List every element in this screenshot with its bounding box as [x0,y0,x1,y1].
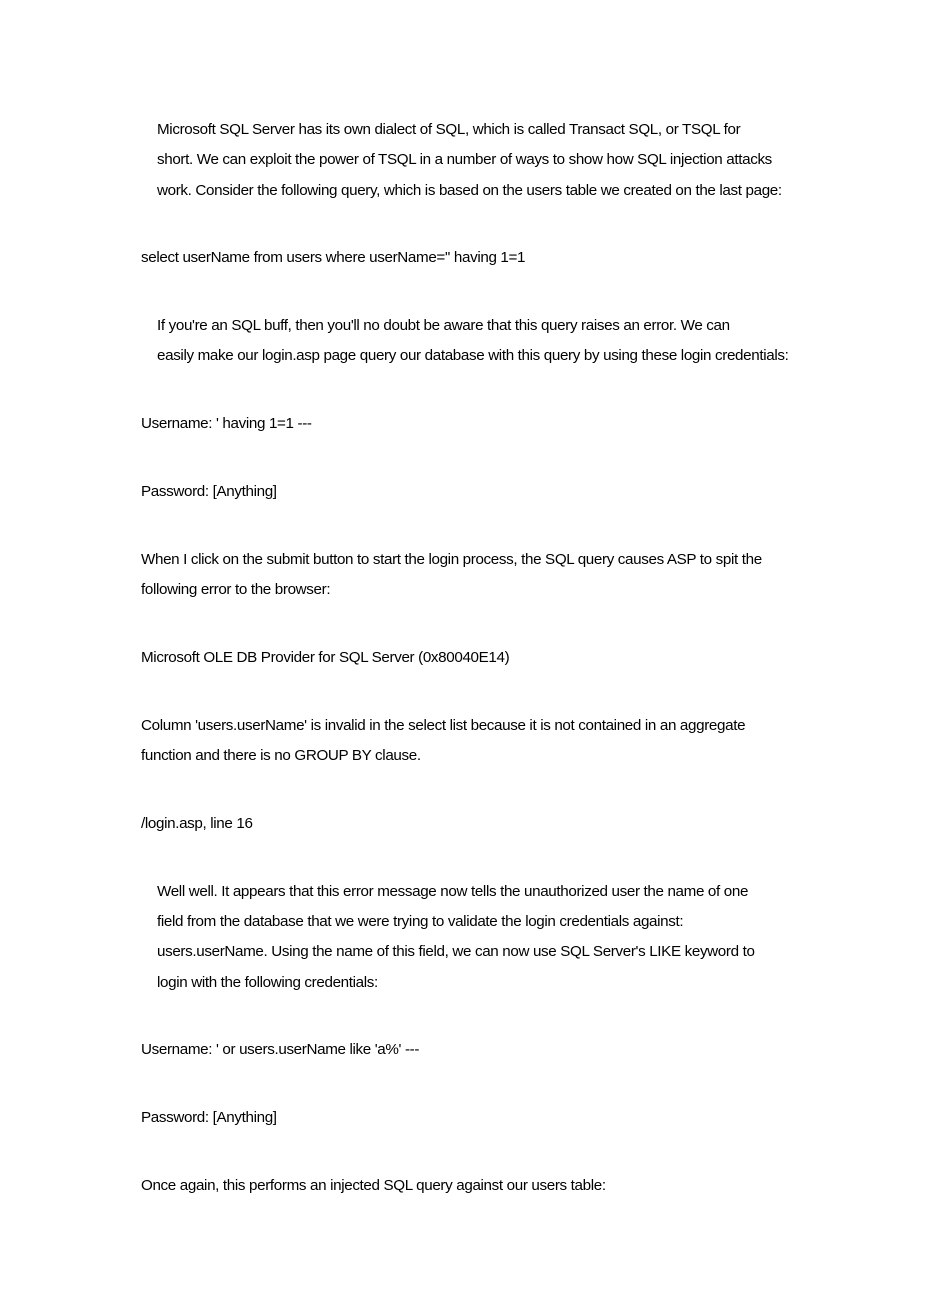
document-page [141,115,801,1239]
error-location-line [141,809,801,839]
text-line: /login.asp, line 16 [141,814,253,832]
text-line: If you're an SQL buff, then you'll no doubt be aware that this query raises an error. We can [157,317,730,335]
text-line: Microsoft OLE DB Provider for SQL Server (0x80040E14) [141,648,510,666]
text-line: select userName from users where userName='' having 1=1 [141,249,526,267]
text-line: work. Consider the following query, which is based on the users table we created on the last page: [157,181,782,199]
username-credential-2 [141,1035,801,1065]
text-line: Password: [Anything] [141,483,277,501]
text-line: Column 'users.userName' is invalid in the select list because it is not contained in an aggregate [141,716,746,734]
text-line: Well well. It appears that this error message now tells the unauthorized user the name of one [157,882,749,900]
field-disclosure-paragraph [141,877,801,998]
text-line: easily make our login.asp page query our database with this query by using these login credentials: [157,347,789,365]
text-line: short. We can exploit the power of TSQL in a number of ways to show how SQL injection attacks [157,151,772,169]
text-line: Microsoft SQL Server has its own dialect of SQL, which is called Transact SQL, or TSQL for [157,121,741,138]
text-line: Once again, this performs an injected SQL query against our users table: [141,1176,606,1194]
text-line: following error to the browser: [141,581,331,599]
text-line: field from the database that we were trying to validate the login credentials against: [157,912,684,930]
query-example [141,243,801,273]
text-line: function and there is no GROUP BY clause. [141,747,421,765]
text-line: Username: ' or users.userName like 'a%' --- [141,1041,420,1059]
closing-paragraph [141,1171,801,1201]
text-line: When I click on the submit button to start the login process, the SQL query causes ASP to spit the [141,550,762,568]
text-line: users.userName. Using the name of this field, we can now use SQL Server's LIKE keyword to [157,943,755,961]
error-message-paragraph [141,711,801,772]
password-credential-2 [141,1103,801,1133]
error-explanation-paragraph [141,311,801,372]
text-line: login with the following credentials: [157,973,378,991]
password-credential-1 [141,477,801,507]
submit-description-paragraph [141,545,801,606]
text-line: Username: ' having 1=1 --- [141,415,312,433]
text-line: Password: [Anything] [141,1109,277,1127]
intro-paragraph [141,115,801,206]
error-provider-line [141,643,801,673]
username-credential-1 [141,409,801,439]
